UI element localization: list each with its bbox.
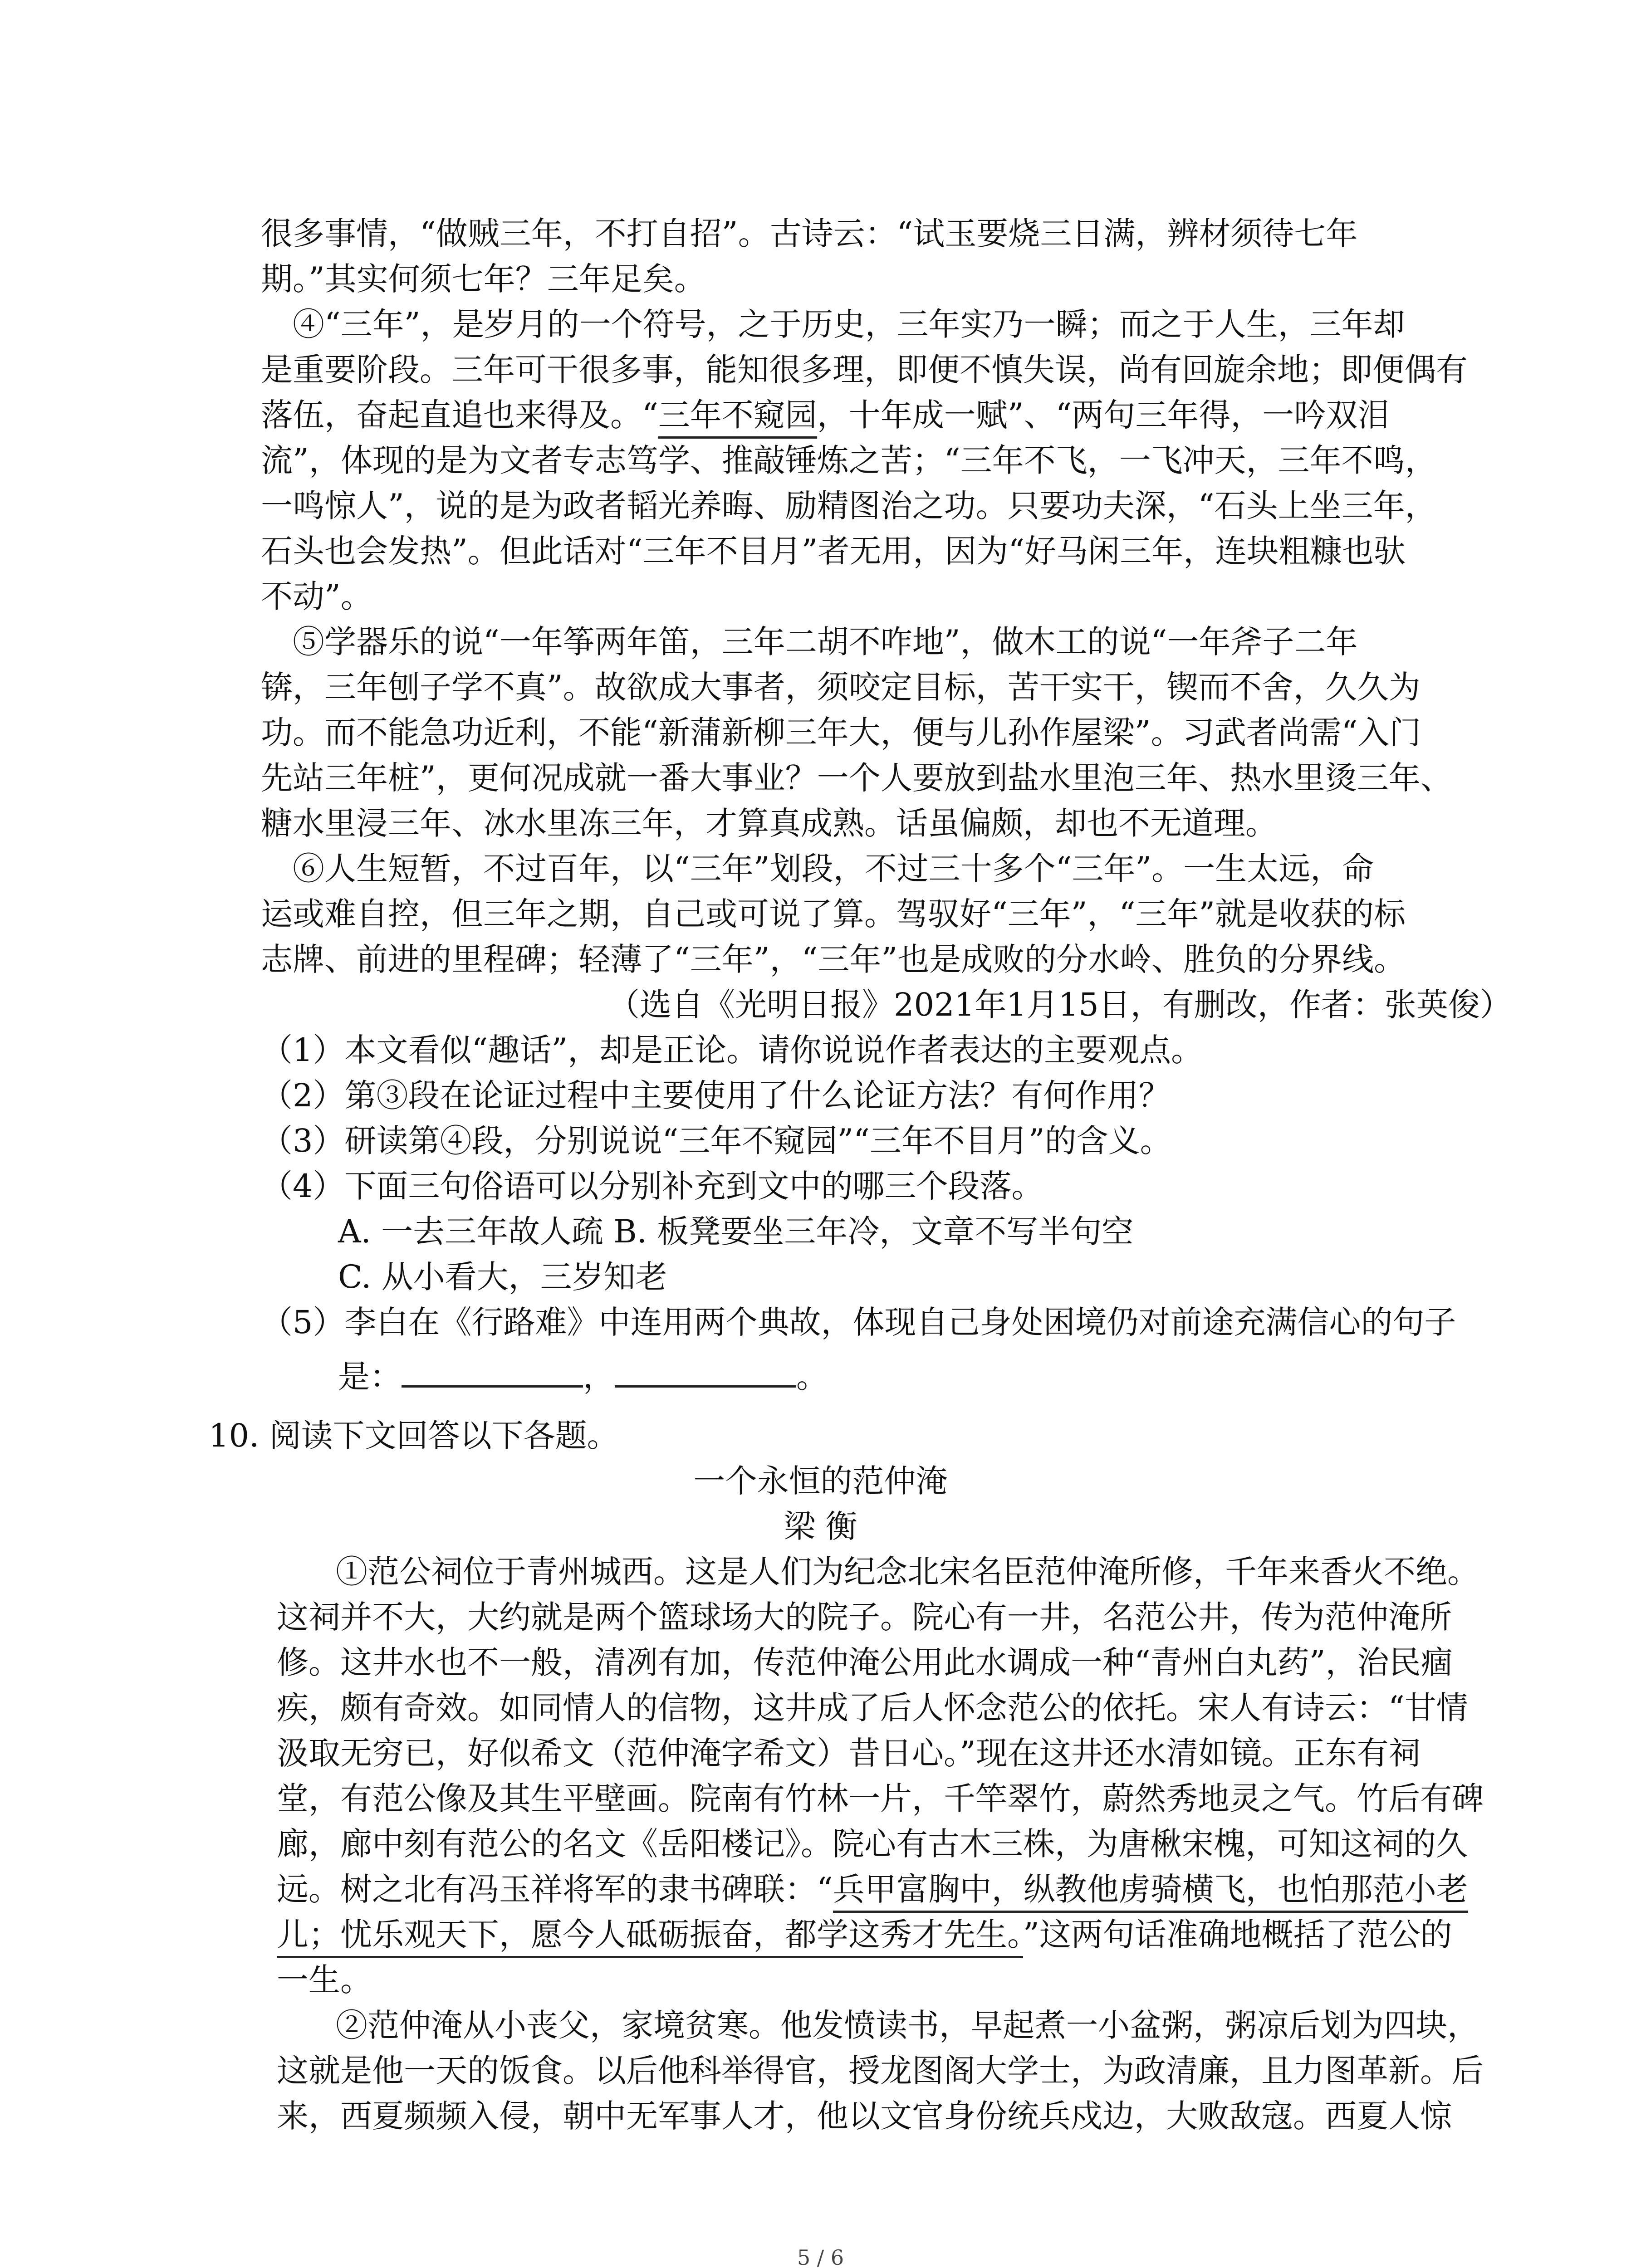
question-5-answer-line (338, 1354, 828, 1399)
question-2: （2）第③段在论证过程中主要使用了什么论证方法？有何作用？ (261, 1077, 1171, 1114)
article-p1-line-4: 疾，颇有奇效。如同情人的信物，这井成了后人怀念范公的依托。宋人有诗云：“甘情 (277, 1689, 1468, 1726)
question-4-options-ab: A. 一去三年故人疏 B. 板凳要坐三年冷，文章不写半句空 (338, 1213, 1134, 1250)
answer-separator: ， (583, 1358, 615, 1395)
article-p1-line-9 (277, 1912, 1452, 1957)
para5-line-2: 锛，三年刨子学不真”。故欲成大事者，须咬定目标，苦干实干，锲而不舍，久久为 (261, 669, 1421, 706)
question-4: （4）下面三句俗语可以分别补充到文中的哪三个段落。 (261, 1168, 1043, 1205)
answer-blank-1[interactable] (402, 1357, 583, 1388)
underlined-couplet-part-1: 兵甲富胸中，纵教他虏骑横飞，也怕那范小老 (833, 1871, 1468, 1913)
question-1: （1）本文看似“趣话”，却是正论。请你说说作者表达的主要观点。 (261, 1031, 1203, 1069)
para4-line-3-text-b: ，十年成一赋”、“两句三年得，一吟双泪 (817, 396, 1390, 434)
article-p2-line-1: ②范仲淹从小丧父，家境贫寒。他发愤读书，早起煮一小盆粥，粥凉后划为四块， (336, 2007, 1479, 2044)
para5-line-3: 功。而不能急功近利，不能“新蒲新柳三年大，便与儿孙作屋梁”。习武者尚需“入门 (261, 714, 1421, 751)
para3-line-1: 很多事情，“做贼三年，不打自招”。古诗云：“试玉要烧三日满，辨材须待七年 (261, 215, 1358, 252)
article-p2-line-2: 这就是他一天的饭食。以后他科举得官，授龙图阁大学士，为政清廉，且力图革新。后 (277, 2052, 1484, 2089)
answer-prompt: 是： (338, 1358, 402, 1395)
article-p1-line-6: 堂，有范公像及其生平壁画。院南有竹林一片，千竿翠竹，蔚然秀地灵之气。竹后有碑 (277, 1780, 1484, 1817)
article-p1-line-7: 廊，廊中刻有范公的名文《岳阳楼记》。院心有古木三株，为唐楸宋槐，可知这祠的久 (277, 1825, 1468, 1862)
article-p1-line-8 (277, 1867, 1468, 1912)
para6-line-1: ⑥人生短暂，不过百年，以“三年”划段，不过三十多个“三年”。一生太远，命 (293, 850, 1374, 887)
question-3: （3）研读第④段，分别说说“三年不窥园”“三年不目月”的含义。 (261, 1122, 1172, 1159)
article-p1-line-9-text: ”这两句话准确地概括了范公的 (1023, 1916, 1452, 1953)
para4-line-2: 是重要阶段。三年可干很多事，能知很多理，即便不慎失误，尚有回旋余地；即便偶有 (261, 351, 1468, 388)
article-p2-line-3: 来，西夏频频入侵，朝中无军事人才，他以文官身份统兵戍边，大败敌寇。西夏人惊 (277, 2097, 1452, 2135)
para4-line-7: 不动”。 (261, 578, 372, 615)
article-p1-line-10: 一生。 (277, 1961, 372, 1999)
question-4-option-c: C. 从小看大，三岁知老 (338, 1258, 667, 1295)
para6-line-3: 志牌、前进的里程碑；轻薄了“三年”，“三年”也是成败的分水岭、胜负的分界线。 (261, 941, 1406, 978)
article-title: 一个永恒的范仲淹 (693, 1462, 948, 1500)
answer-blank-2[interactable] (615, 1357, 796, 1388)
question-10-intro: 10. 阅读下文回答以下各题。 (209, 1417, 619, 1454)
para3-line-2: 期。”其实何须七年？三年足矣。 (261, 260, 706, 298)
source-citation: （选自《光明日报》2021年1月15日，有删改，作者：张英俊） (608, 986, 1512, 1023)
article-p1-line-8-text: 远。树之北有冯玉祥将军的隶书碑联：“ (277, 1871, 833, 1908)
para5-line-4: 先站三年桩”，更何况成就一番大事业？一个人要放到盐水里泡三年、热水里烫三年、 (261, 759, 1452, 797)
para4-line-4: 流”，体现的是为文者专志笃学、推敲锤炼之苦；“三年不飞，一飞冲天，三年不鸣， (261, 442, 1437, 479)
article-p1-line-5: 汲取无穷已，好似希文（范仲淹字希文）昔日心。”现在这井还水清如镜。正东有祠 (277, 1735, 1421, 1772)
para5-line-1: ⑤学器乐的说“一年筝两年笛，三年二胡不咋地”，做木工的说“一年斧子二年 (293, 623, 1358, 660)
article-p1-line-2: 这祠并不大，大约就是两个篮球场大的院子。院心有一井，名范公井，传为范仲淹所 (277, 1598, 1452, 1636)
para4-line-5: 一鸣惊人”，说的是为政者韬光养晦、励精图治之功。只要功夫深，“石头上坐三年， (261, 487, 1437, 524)
para5-line-5: 糖水里浸三年、冰水里冻三年，才算真成熟。话虽偏颇，却也不无道理。 (261, 805, 1277, 842)
underlined-phrase: 三年不窥园 (658, 396, 817, 439)
question-5: （5）李白在《行路难》中连用两个典故，体现自己身处困境仍对前途充满信心的句子 (261, 1304, 1456, 1341)
article-p1-line-3: 修。这井水也不一般，清冽有加，传范仲淹公用此水调成一种“青州白丸药”，治民痼 (277, 1644, 1453, 1681)
para4-line-1: ④“三年”，是岁月的一个符号，之于历史，三年实乃一瞬；而之于人生，三年却 (293, 306, 1405, 343)
page-number: 5 / 6 (797, 2245, 844, 2268)
underlined-couplet-part-2: 儿；忧乐观天下，愿今人砥砺振奋，都学这秀才先生。 (277, 1916, 1023, 1958)
article-p1-line-1: ①范公祠位于青州城西。这是人们为纪念北宋名臣范仲淹所修，千年来香火不绝。 (336, 1553, 1479, 1590)
answer-end: 。 (796, 1358, 828, 1395)
para6-line-2: 运或难自控，但三年之期，自己或可说了算。驾驭好“三年”，“三年”就是收获的标 (261, 895, 1406, 933)
article-author: 梁 衡 (784, 1508, 857, 1545)
para4-line-6: 石头也会发热”。但此话对“三年不目月”者无用，因为“好马闲三年，连块粗糠也驮 (261, 533, 1406, 570)
para4-line-3 (261, 392, 1389, 438)
para4-line-3-text-a: 落伍，奋起直追也来得及。“ (261, 396, 658, 434)
